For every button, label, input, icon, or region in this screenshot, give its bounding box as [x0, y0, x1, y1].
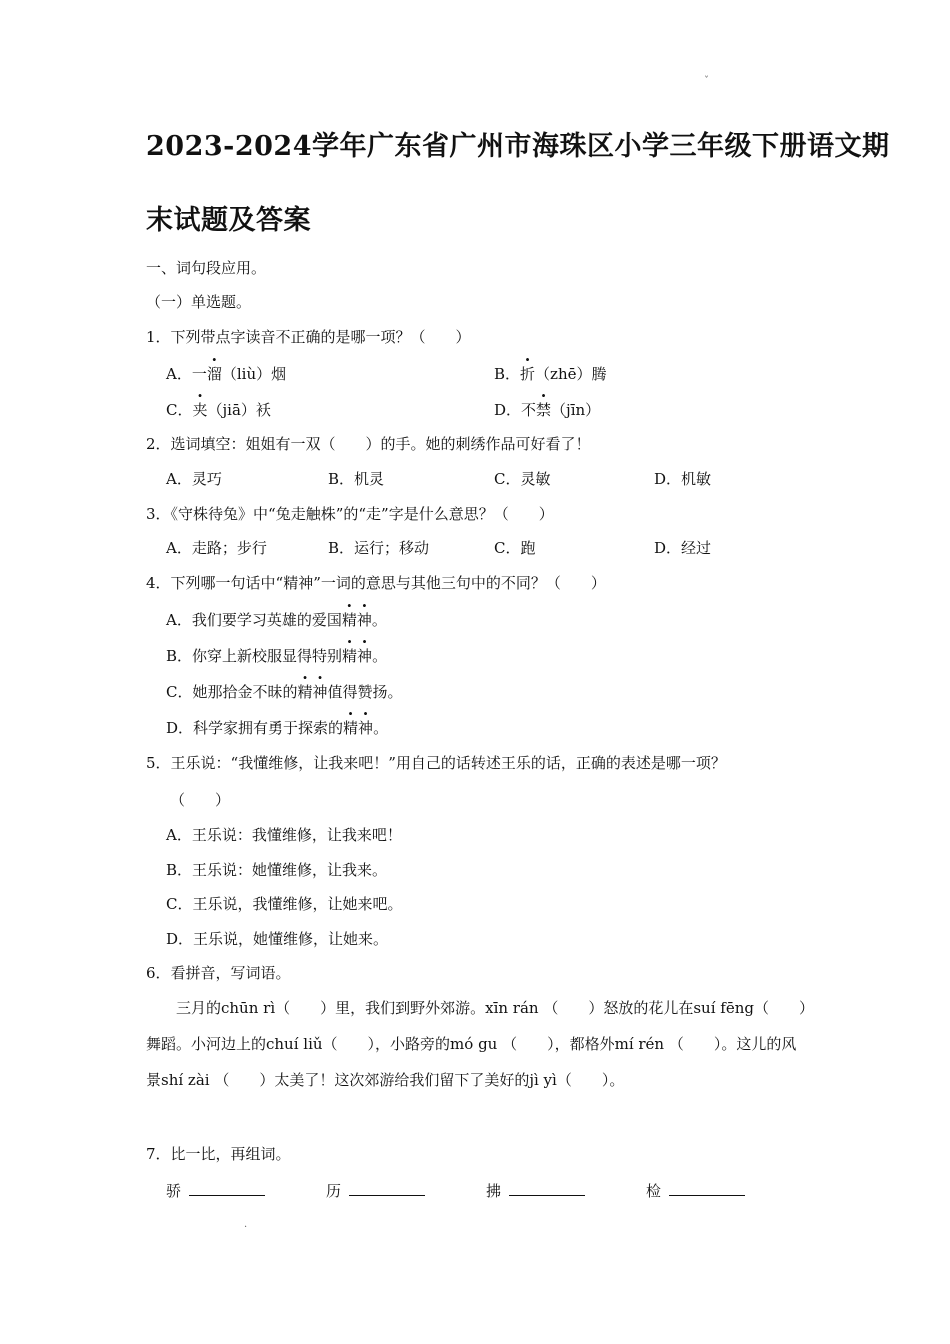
q4-d-post: 。	[373, 719, 389, 737]
q7-blank-1[interactable]	[189, 1179, 265, 1196]
q7-item-4	[646, 1179, 745, 1201]
q4-option-b	[166, 646, 387, 666]
doc-title-line2: 末试题及答案	[146, 205, 311, 236]
q5-option-d: D．王乐说，她懂维修，让她来。	[166, 930, 389, 948]
q4-b-post: 。	[372, 647, 388, 665]
q1-a-post: （liù）烟	[221, 365, 287, 383]
q1-c-pre: C．	[166, 401, 193, 419]
q1-option-b	[494, 364, 607, 384]
q4-d-pre: D．科学家拥有勇于探索的	[166, 719, 344, 737]
q1-stem: 1．下列带点字读音不正确的是哪一项？（ ）	[146, 328, 471, 346]
q4-a-dotted-char-2: 神	[356, 611, 372, 629]
q2-option-d: D．机敏	[654, 470, 712, 488]
q4-d-dotted-char-1: 精	[343, 719, 359, 737]
q1-d-pre: D．不	[494, 401, 537, 419]
q7-char-3: 拂	[486, 1182, 502, 1200]
q4-stem: 4．下列哪一句话中“精神”一词的意思与其他三句中的不同？（ ）	[146, 574, 606, 592]
q4-a-pre: A．我们要学习英雄的爱国	[166, 611, 342, 629]
q4-b-dotted-char-2: 神	[357, 647, 373, 665]
q2-option-b: B．机灵	[328, 470, 385, 488]
q4-option-a	[166, 610, 387, 630]
q7-blank-2[interactable]	[349, 1179, 425, 1196]
q4-d-dotted-char-2: 神	[358, 719, 374, 737]
q2-option-a: A．灵巧	[166, 470, 222, 488]
q1-option-d	[494, 400, 600, 420]
q4-option-d	[166, 718, 388, 738]
q1-b-dotted-char: 折	[520, 365, 536, 383]
q4-a-dotted-char-1: 精	[341, 611, 357, 629]
q7-item-3	[486, 1179, 585, 1201]
q4-b-dotted-char-1: 精	[342, 647, 358, 665]
q1-a-pre: A．一	[166, 365, 207, 383]
q6-stem: 6．看拼音，写词语。	[146, 964, 291, 982]
q5-option-b: B．王乐说：她懂维修，让我来。	[166, 861, 388, 879]
q7-char-1: 骄	[166, 1182, 182, 1200]
q1-a-dotted-char: 溜	[206, 365, 222, 383]
q4-option-c	[166, 682, 403, 702]
q4-c-post: 值得赞扬。	[327, 683, 403, 701]
q4-c-dotted-char-1: 精	[297, 683, 313, 701]
q7-char-4: 检	[646, 1182, 662, 1200]
q4-c-dotted-char-2: 神	[312, 683, 328, 701]
q5-option-a: A．王乐说：我懂维修，让我来吧！	[166, 826, 402, 844]
section-heading: 一、词句段应用。	[146, 259, 267, 277]
q7-blank-4[interactable]	[669, 1179, 745, 1196]
q4-a-post: 。	[371, 611, 387, 629]
q7-char-2: 历	[326, 1182, 342, 1200]
q3-option-a: A．走路；步行	[166, 539, 267, 557]
q3-stem: 3．《守株待兔》中“兔走触株”的“走”字是什么意思？（ ）	[146, 505, 554, 523]
q5-option-c: C．王乐说，我懂维修，让她来吧。	[166, 895, 403, 913]
q1-b-post: （zhē）腾	[535, 365, 607, 383]
q2-stem: 2．选词填空：姐姐有一双（ ）的手。她的刺绣作品可好看了！	[146, 435, 591, 453]
q3-option-d: D．经过	[654, 539, 712, 557]
q7-item-2	[326, 1179, 425, 1201]
q7-item-1	[166, 1179, 265, 1201]
doc-title-line1: 2023-2024学年广东省广州市海珠区小学三年级下册语文期	[146, 131, 890, 162]
q1-c-dotted-char: 夹	[192, 401, 208, 419]
q1-b-pre: B．	[494, 365, 521, 383]
q1-c-post: （jiā）袄	[207, 401, 271, 419]
q1-option-c	[166, 400, 271, 420]
q5-stem-cont: （ ）	[170, 791, 231, 809]
q4-b-pre: B．你穿上新校服显得特别	[166, 647, 343, 665]
subsection-heading: （一）单选题。	[146, 293, 252, 311]
q4-c-pre: C．她那拾金不昧的	[166, 683, 298, 701]
q6-passage: 三月的chūn rì（ ）里，我们到野外郊游。xīn rán （ ）怒放的花儿在suí fēng（ ）舞蹈。小河边上的chuí liǔ（ ），小路旁的mó gu （ ），都格外mí rén （ ）。这儿的风景shí zài （ ）太美了！这次郊游给我们留下了美好的jì yì（ ）。	[146, 999, 807, 1089]
q1-option-a	[166, 364, 286, 384]
q1-d-post: （jīn）	[551, 401, 601, 419]
q3-option-b: B．运行；移动	[328, 539, 430, 557]
q2-option-c: C．灵敏	[494, 470, 551, 488]
q7-stem: 7．比一比，再组词。	[146, 1145, 291, 1163]
bottom-mark: ·	[244, 1222, 248, 1233]
q1-d-dotted-char: 禁	[536, 401, 552, 419]
q7-blank-3[interactable]	[509, 1179, 585, 1196]
q5-stem: 5．王乐说：“我懂维修，让我来吧！”用自己的话转述王乐的话，正确的表述是哪一项？	[146, 754, 726, 772]
q3-option-c: C．跑	[494, 539, 536, 557]
stray-mark: ˇ	[704, 76, 709, 87]
